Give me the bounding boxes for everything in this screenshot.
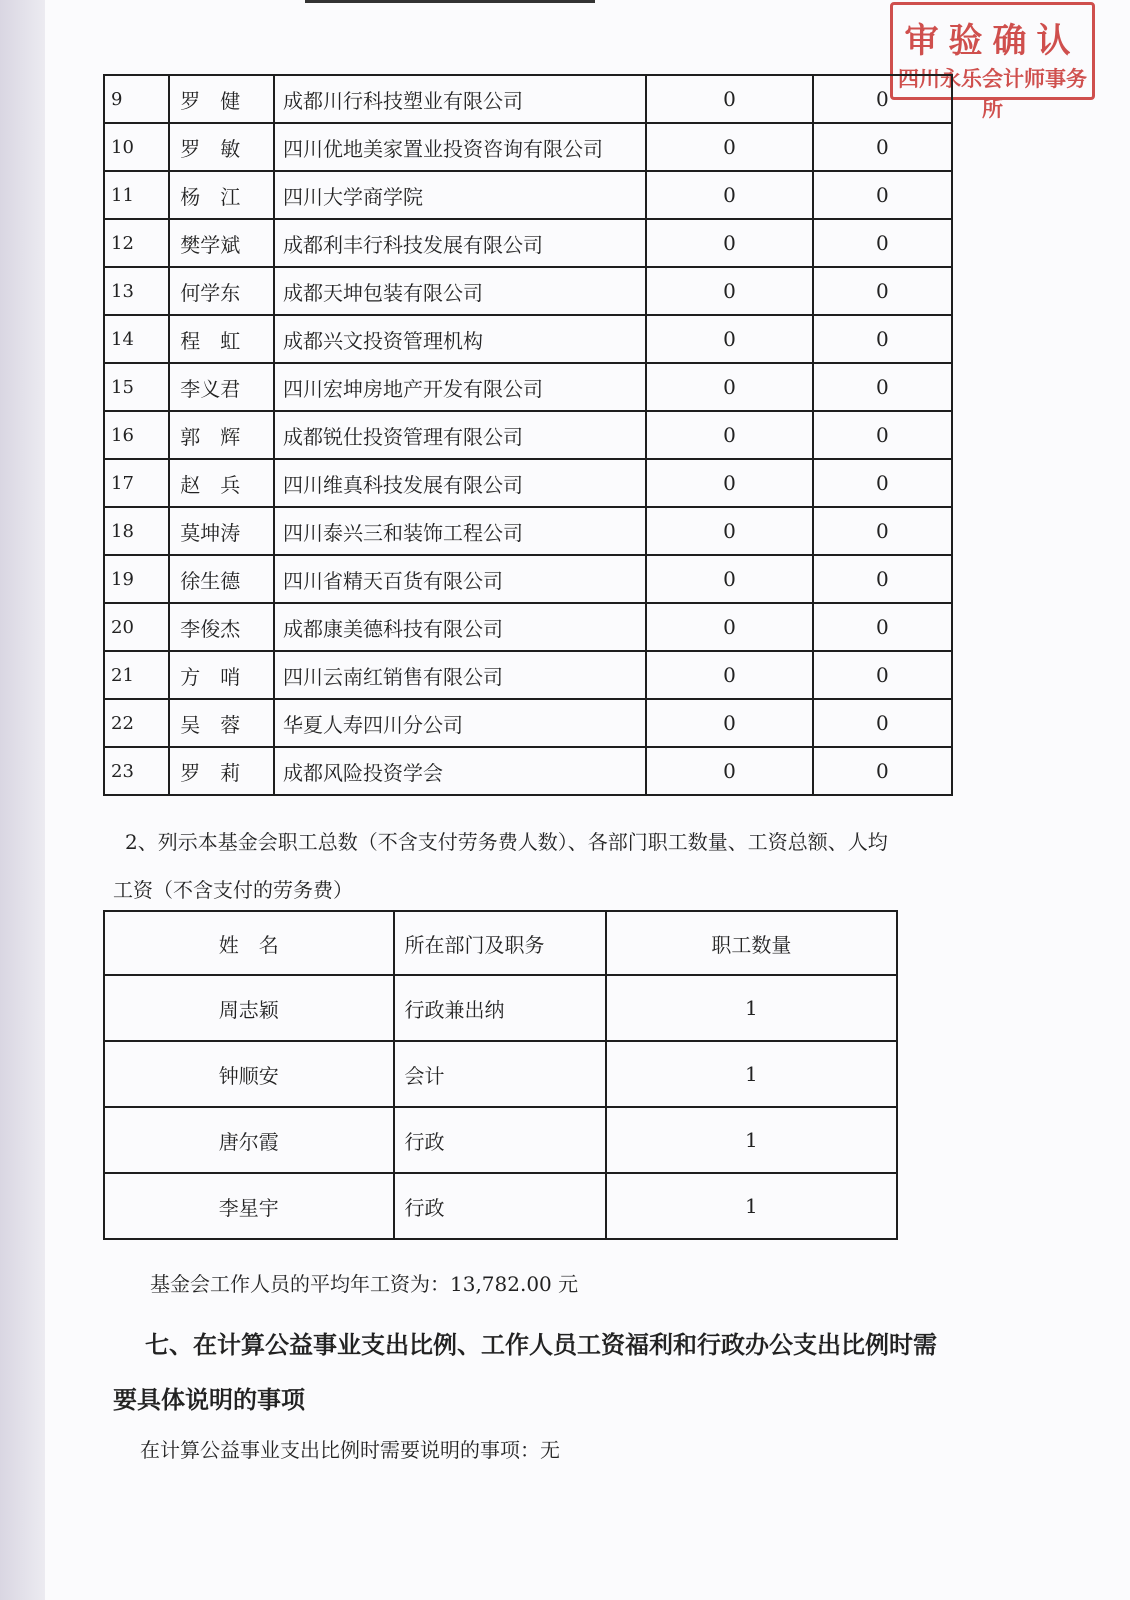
staff-dept: 会计 (394, 1041, 606, 1107)
staff-dept: 行政兼出纳 (394, 975, 606, 1041)
staff-name: 周志颖 (104, 975, 394, 1041)
page-edge-shadow (0, 0, 45, 1600)
staff-table-header (104, 911, 897, 975)
row-organization: 成都锐仕投资管理有限公司 (274, 411, 646, 459)
row-index: 20 (104, 603, 169, 651)
row-value-1: 0 (646, 459, 813, 507)
row-organization: 华夏人寿四川分公司 (274, 699, 646, 747)
section7-note: 在计算公益事业支出比例时需要说明的事项：无 (140, 1438, 560, 1462)
director-compensation-table (103, 74, 953, 796)
row-index: 19 (104, 555, 169, 603)
staff-table (103, 910, 898, 1240)
row-value-1: 0 (646, 747, 813, 795)
row-value-2: 0 (813, 411, 952, 459)
row-value-1: 0 (646, 267, 813, 315)
row-index: 18 (104, 507, 169, 555)
row-name: 莫坤涛 (169, 507, 274, 555)
header-name: 姓 名 (104, 911, 394, 975)
row-organization: 成都兴文投资管理机构 (274, 315, 646, 363)
table-row (104, 603, 952, 651)
row-organization: 四川省精天百货有限公司 (274, 555, 646, 603)
staff-count: 1 (606, 975, 897, 1041)
row-name: 罗 健 (169, 75, 274, 123)
row-value-2: 0 (813, 363, 952, 411)
table-row (104, 411, 952, 459)
row-value-1: 0 (646, 315, 813, 363)
row-index: 10 (104, 123, 169, 171)
row-index: 12 (104, 219, 169, 267)
row-index: 17 (104, 459, 169, 507)
row-value-2: 0 (813, 603, 952, 651)
row-name: 罗 莉 (169, 747, 274, 795)
table-row (104, 651, 952, 699)
table-row (104, 219, 952, 267)
row-value-2: 0 (813, 123, 952, 171)
row-value-2: 0 (813, 507, 952, 555)
avg-salary-text: 基金会工作人员的平均年工资为：13,782.00 元 (150, 1272, 579, 1296)
row-name: 徐生德 (169, 555, 274, 603)
table-row (104, 699, 952, 747)
row-value-1: 0 (646, 555, 813, 603)
document-page (45, 0, 1130, 1600)
row-value-2: 0 (813, 171, 952, 219)
row-name: 李义君 (169, 363, 274, 411)
row-value-1: 0 (646, 699, 813, 747)
table-row (104, 975, 897, 1041)
row-value-2: 0 (813, 555, 952, 603)
row-organization: 成都天坤包装有限公司 (274, 267, 646, 315)
table-row (104, 75, 952, 123)
table-row (104, 171, 952, 219)
header-dept: 所在部门及职务 (394, 911, 606, 975)
row-name: 吴 蓉 (169, 699, 274, 747)
row-value-2: 0 (813, 747, 952, 795)
row-value-1: 0 (646, 363, 813, 411)
row-name: 樊学斌 (169, 219, 274, 267)
row-value-2: 0 (813, 651, 952, 699)
row-index: 16 (104, 411, 169, 459)
table-row (104, 315, 952, 363)
row-value-2: 0 (813, 219, 952, 267)
row-index: 11 (104, 171, 169, 219)
table-row (104, 507, 952, 555)
row-index: 14 (104, 315, 169, 363)
top-rule (305, 0, 595, 3)
row-value-2: 0 (813, 459, 952, 507)
row-value-1: 0 (646, 603, 813, 651)
table-row (104, 459, 952, 507)
table-row (104, 555, 952, 603)
row-index: 15 (104, 363, 169, 411)
row-value-1: 0 (646, 507, 813, 555)
row-value-2: 0 (813, 699, 952, 747)
row-value-2: 0 (813, 267, 952, 315)
row-value-2: 0 (813, 315, 952, 363)
staff-dept: 行政 (394, 1173, 606, 1239)
row-name: 何学东 (169, 267, 274, 315)
row-name: 李俊杰 (169, 603, 274, 651)
row-value-1: 0 (646, 123, 813, 171)
row-value-1: 0 (646, 219, 813, 267)
row-organization: 四川大学商学院 (274, 171, 646, 219)
row-name: 程 虹 (169, 315, 274, 363)
section7-heading-line1: 七、在计算公益事业支出比例、工作人员工资福利和行政办公支出比例时需 (145, 1330, 937, 1359)
table-row (104, 1041, 897, 1107)
staff-table-body (104, 911, 897, 1239)
staff-count: 1 (606, 1173, 897, 1239)
row-name: 赵 兵 (169, 459, 274, 507)
row-name: 郭 辉 (169, 411, 274, 459)
row-organization: 四川维真科技发展有限公司 (274, 459, 646, 507)
table-row (104, 267, 952, 315)
staff-name: 钟顺安 (104, 1041, 394, 1107)
row-organization: 成都川行科技塑业有限公司 (274, 75, 646, 123)
section2-line1: 2、列示本基金会职工总数（不含支付劳务费人数）、各部门职工数量、工资总额、人均 (125, 830, 888, 854)
row-value-1: 0 (646, 411, 813, 459)
row-value-1: 0 (646, 651, 813, 699)
row-organization: 成都康美德科技有限公司 (274, 603, 646, 651)
section7-heading-line2: 要具体说明的事项 (113, 1385, 305, 1414)
row-name: 方 哨 (169, 651, 274, 699)
header-count: 职工数量 (606, 911, 897, 975)
stamp-title: 审验确认 (904, 21, 1081, 61)
staff-dept: 行政 (394, 1107, 606, 1173)
section2-line2: 工资（不含支付的劳务费） (113, 878, 353, 902)
staff-name: 李星宇 (104, 1173, 394, 1239)
row-name: 杨 江 (169, 171, 274, 219)
table-row (104, 747, 952, 795)
row-index: 13 (104, 267, 169, 315)
row-organization: 四川云南红销售有限公司 (274, 651, 646, 699)
staff-count: 1 (606, 1041, 897, 1107)
row-organization: 四川泰兴三和装饰工程公司 (274, 507, 646, 555)
table-row (104, 1107, 897, 1173)
row-organization: 四川优地美家置业投资咨询有限公司 (274, 123, 646, 171)
row-organization: 四川宏坤房地产开发有限公司 (274, 363, 646, 411)
row-value-2: 0 (813, 75, 952, 123)
table-row (104, 123, 952, 171)
staff-name: 唐尔霞 (104, 1107, 394, 1173)
row-value-1: 0 (646, 171, 813, 219)
stamp-org: 四川永乐会计师事务所 (898, 67, 1087, 121)
director-table-body (104, 75, 952, 795)
staff-count: 1 (606, 1107, 897, 1173)
row-index: 9 (104, 75, 169, 123)
table-row (104, 1173, 897, 1239)
row-name: 罗 敏 (169, 123, 274, 171)
row-index: 22 (104, 699, 169, 747)
row-organization: 成都风险投资学会 (274, 747, 646, 795)
row-organization: 成都利丰行科技发展有限公司 (274, 219, 646, 267)
table-row (104, 363, 952, 411)
row-value-1: 0 (646, 75, 813, 123)
row-index: 21 (104, 651, 169, 699)
row-index: 23 (104, 747, 169, 795)
